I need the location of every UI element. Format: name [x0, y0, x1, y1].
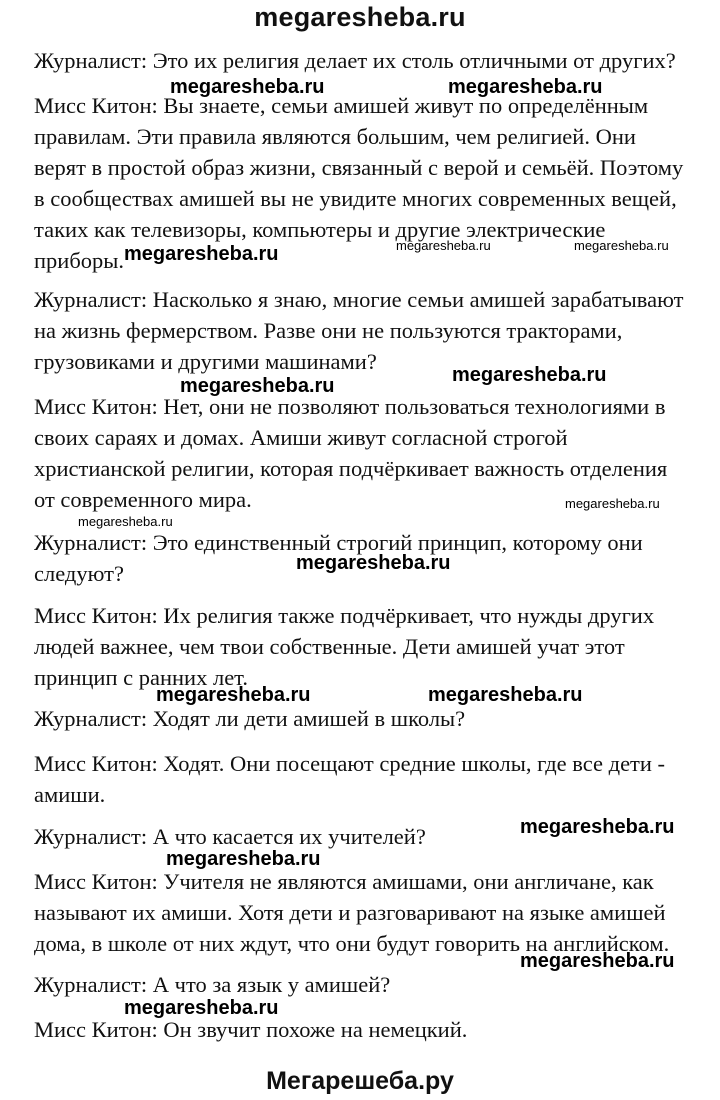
text-line: таких как телевизоры, компьютеры и другие электрические — [34, 217, 606, 242]
text-line: людей важнее, чем твои собственные. Дети амишей учат этот — [34, 634, 625, 659]
text-line: от современного мира. — [34, 487, 252, 512]
paragraph-keaton-3 — [34, 600, 704, 693]
text-line: Мисс Китон: Ходят. Они посещают средние школы, где все дети - — [34, 751, 666, 776]
text-line: грузовиками и другими машинами? — [34, 349, 377, 374]
watermark: megaresheba.ru — [156, 684, 311, 706]
paragraph-journalist-4 — [34, 703, 704, 734]
text-line: Журналист: Это единственный строгий принцип, которому они — [34, 530, 643, 555]
paragraph-journalist-6 — [34, 969, 704, 1000]
text-line: христианской религии, которая подчёркивает важность отделения — [34, 456, 668, 481]
text-line: Журналист: А что касается их учителей? — [34, 824, 426, 849]
watermark: megaresheba.ru — [170, 76, 325, 98]
watermark: megaresheba.ru — [520, 816, 675, 838]
text-line: Журналист: Это их религия делает их столь отличными от других? — [34, 48, 676, 73]
text-line: Мисс Китон: Учителя не являются амишами, они англичане, как — [34, 869, 654, 894]
text-line: правилам. Эти правила являются большим, чем религией. Они — [34, 124, 636, 149]
watermark: megaresheba.ru — [448, 76, 603, 98]
watermark: megaresheba.ru — [428, 684, 583, 706]
watermark: megaresheba.ru — [78, 514, 173, 529]
page-footer-site-name: Мегарешеба.ру — [266, 1067, 454, 1095]
text-line: на жизнь фермерством. Разве они не пользуются тракторами, — [34, 318, 623, 343]
watermark: megaresheba.ru — [180, 375, 335, 397]
page-header-site-name: megaresheba.ru — [254, 2, 466, 32]
watermark: megaresheba.ru — [296, 552, 451, 574]
text-line: дома, в школе от них ждут, что они будут говорить на английском. — [34, 931, 670, 956]
text-line: принцип с ранних лет. — [34, 665, 248, 690]
watermark: megaresheba.ru — [124, 243, 279, 265]
text-line: Журналист: А что за язык у амишей? — [34, 972, 391, 997]
text-line: называют их амиши. Хотя дети и разговаривают на языке амишей — [34, 900, 666, 925]
text-line: амиши. — [34, 782, 106, 807]
text-line: приборы. — [34, 248, 125, 273]
paragraph-keaton-5 — [34, 866, 704, 959]
text-line: Журналист: Насколько я знаю, многие семьи амишей зарабатывают — [34, 287, 684, 312]
watermark: megaresheba.ru — [520, 950, 675, 972]
text-line: следуют? — [34, 561, 124, 586]
watermark: megaresheba.ru — [166, 848, 321, 870]
paragraph-journalist-1 — [34, 45, 704, 76]
paragraph-keaton-4 — [34, 748, 704, 810]
text-line: в сообществах амишей вы не увидите многих современных вещей, — [34, 186, 677, 211]
text-line: верят в простой образ жизни, связанный с верой и семьёй. Поэтому — [34, 155, 684, 180]
watermark: megaresheba.ru — [452, 364, 607, 386]
watermark: megaresheba.ru — [396, 238, 491, 253]
text-line: Мисс Китон: Нет, они не позволяют пользоваться технологиями в — [34, 394, 666, 419]
watermark: megaresheba.ru — [574, 238, 669, 253]
text-line: Мисс Китон: Он звучит похоже на немецкий. — [34, 1017, 468, 1042]
watermark: megaresheba.ru — [124, 997, 279, 1019]
text-line: своих сараях и домах. Амиши живут согласной строгой — [34, 425, 568, 450]
text-line: Журналист: Ходят ли дети амишей в школы? — [34, 706, 466, 731]
text-line: Мисс Китон: Вы знаете, семьи амишей живут по определённым — [34, 93, 649, 118]
text-line: Мисс Китон: Их религия также подчёркивает, что нужды других — [34, 603, 655, 628]
watermark: megaresheba.ru — [565, 496, 660, 511]
